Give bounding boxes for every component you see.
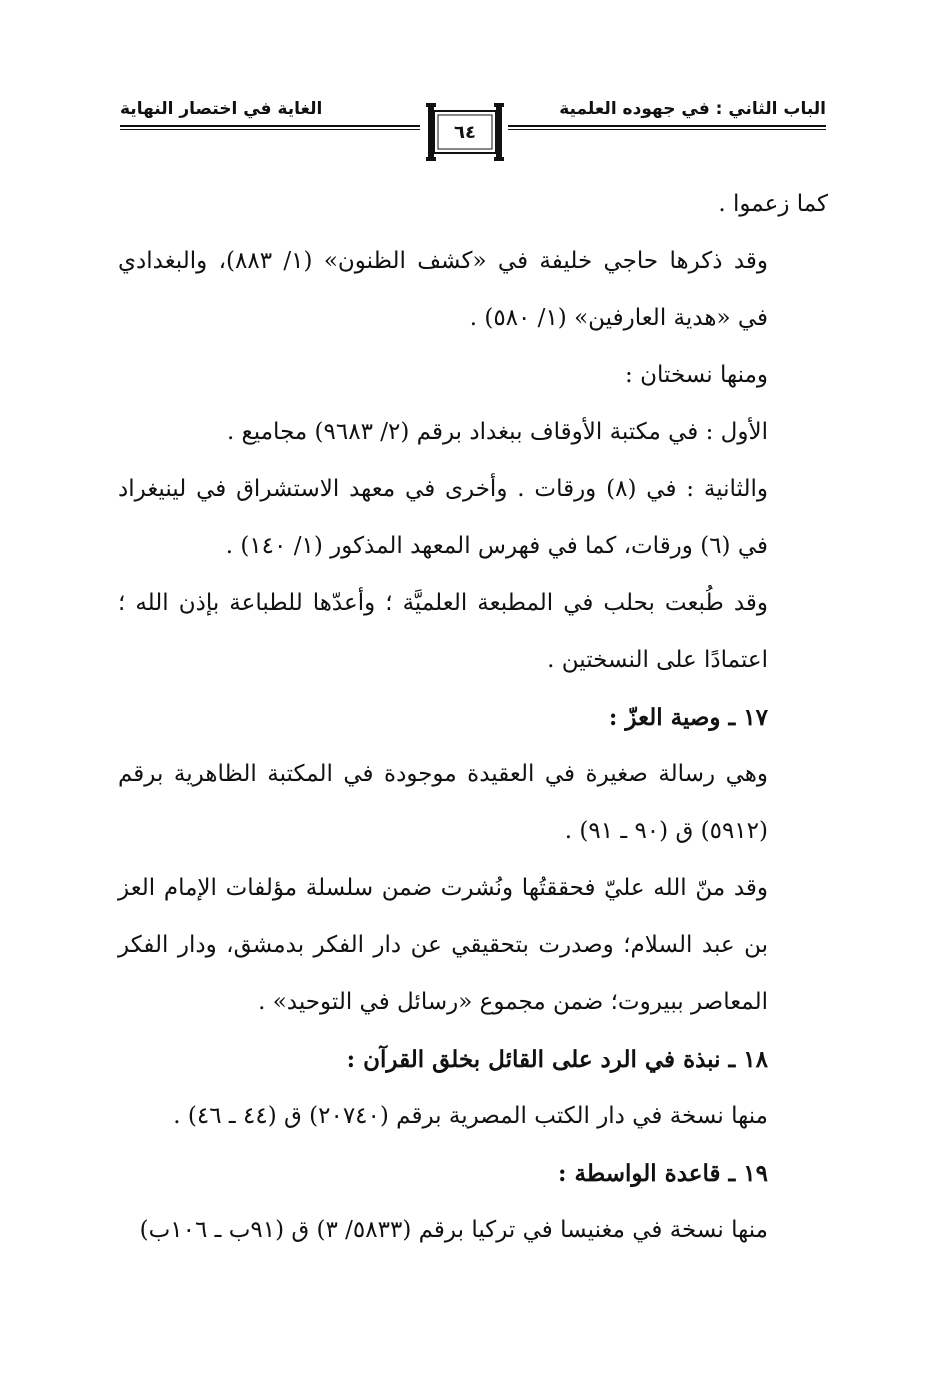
- book-title: الغاية في اختصار النهاية: [120, 99, 323, 119]
- paragraph: منها نسخة في دار الكتب المصرية برقم (٢٠٧٤٠) ق (٤٤ ـ ٤٦) .: [173, 1103, 768, 1129]
- page-number: ٦٤: [454, 122, 476, 143]
- page-body: [118, 176, 828, 1259]
- paragraph: ومنها نسختان :: [625, 362, 768, 388]
- paragraph: وهي رسالة صغيرة في العقيدة موجودة في المكتبة الظاهرية برقم (٥٩١٢) ق (٩٠ ـ ٩١) .: [118, 761, 768, 844]
- paragraph: وقد ذكرها حاجي خليفة في «كشف الظنون» (١/ ٨٨٣)، والبغدادي في «هدية العارفين» (١/ ٥٨٠) .: [118, 248, 768, 331]
- page-header: [120, 95, 826, 170]
- page-number-frame: [426, 101, 504, 161]
- header-rule-left: [120, 125, 420, 130]
- section-heading: ١٩ ـ قاعدة الواسطة :: [558, 1160, 768, 1187]
- paragraph: الأول : في مكتبة الأوقاف ببغداد برقم (٢/ ٩٦٨٣) مجاميع .: [226, 419, 768, 445]
- chapter-title: الباب الثاني : في جهوده العلمية: [559, 99, 826, 119]
- header-rule-right: [508, 125, 826, 130]
- paragraph: منها نسخة في مغنيسا في تركيا برقم (٥٨٣٣/ ٣) ق (٩١ب ـ ١٠٦ب): [139, 1217, 768, 1243]
- paragraph: كما زعموا .: [718, 191, 828, 217]
- paragraph: وقد منّ الله عليّ فحققتُها ونُشرت ضمن سلسلة مؤلفات الإمام العز بن عبد السلام؛ وصدرت بتحقيقي عن دار الفكر بدمشق، ودار الفكر المعاصر ببيروت؛ ضمن مجموع «رسائل في التوحيد» .: [118, 875, 768, 1015]
- paragraph: والثانية : في (٨) ورقات . وأخرى في معهد الاستشراق في لينيغراد في (٦) ورقات، كما في فهرس المعهد المذكور (١/ ١٤٠) .: [118, 476, 768, 559]
- section-heading: ١٨ ـ نبذة في الرد على القائل بخلق القرآن :: [346, 1046, 768, 1073]
- section-heading: ١٧ ـ وصية العزّ :: [608, 704, 768, 731]
- paragraph: وقد طُبعت بحلب في المطبعة العلميَّة ؛ وأعدّها للطباعة بإذن الله ؛ اعتمادًا على النسختين .: [118, 590, 768, 673]
